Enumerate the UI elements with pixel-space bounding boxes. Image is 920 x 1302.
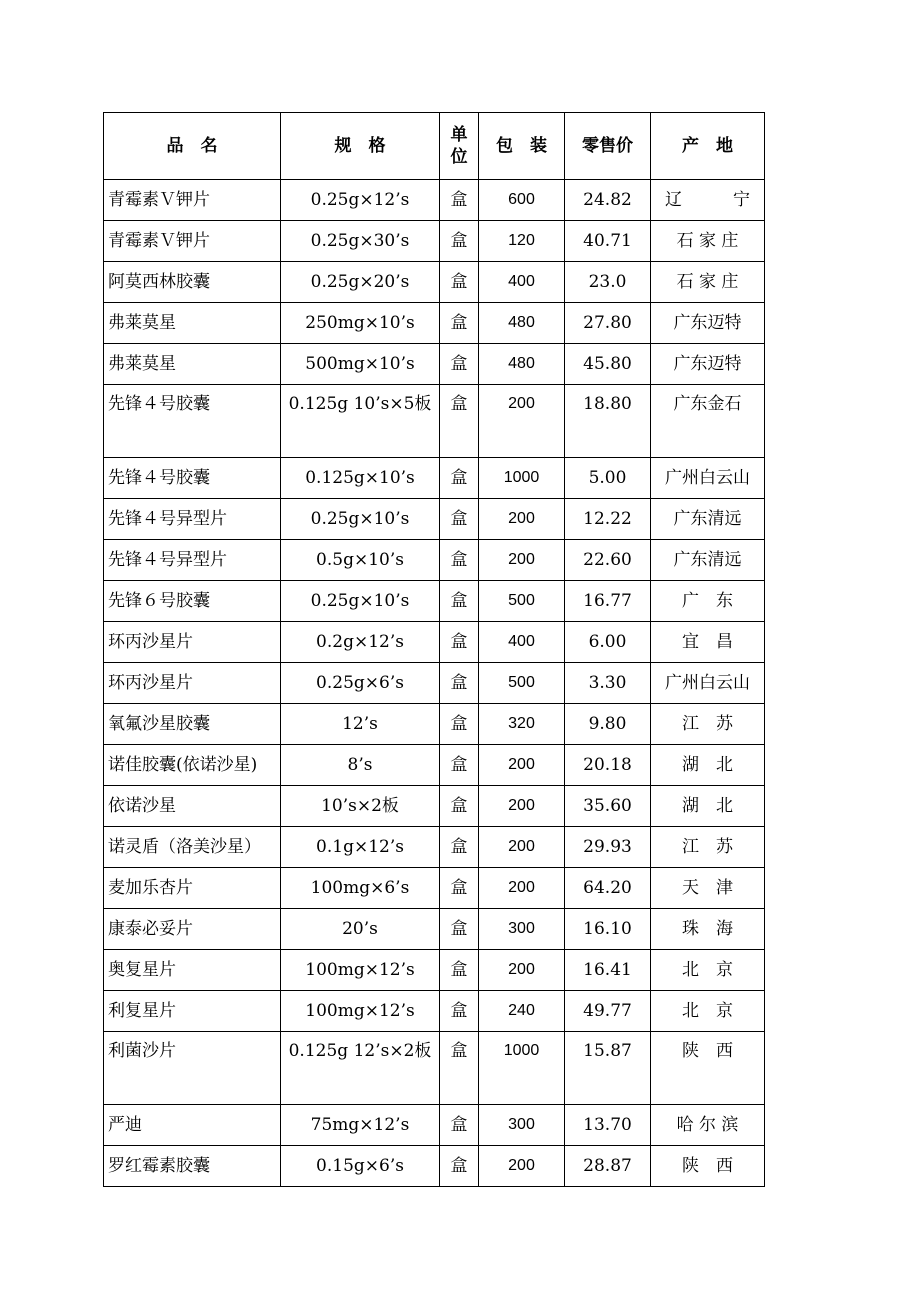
cell-unit: 盒 bbox=[440, 622, 479, 663]
cell-name: 依诺沙星 bbox=[104, 786, 281, 827]
cell-unit: 盒 bbox=[440, 868, 479, 909]
cell-unit: 盒 bbox=[440, 950, 479, 991]
cell-name: 先锋４号异型片 bbox=[104, 540, 281, 581]
cell-price: 23.0 bbox=[565, 262, 651, 303]
cell-origin: 石 家 庄 bbox=[651, 262, 765, 303]
cell-name: 环丙沙星片 bbox=[104, 622, 281, 663]
cell-pack: 200 bbox=[479, 499, 565, 540]
table-header-row bbox=[104, 113, 765, 180]
cell-pack: 320 bbox=[479, 704, 565, 745]
cell-spec: 100mg×12’s bbox=[281, 950, 440, 991]
cell-price: 24.82 bbox=[565, 180, 651, 221]
cell-price: 27.80 bbox=[565, 303, 651, 344]
table-row bbox=[104, 344, 765, 385]
cell-name: 阿莫西林胶囊 bbox=[104, 262, 281, 303]
table-row bbox=[104, 1105, 765, 1146]
table-row bbox=[104, 458, 765, 499]
cell-unit: 盒 bbox=[440, 344, 479, 385]
cell-price: 3.30 bbox=[565, 663, 651, 704]
cell-unit: 盒 bbox=[440, 745, 479, 786]
cell-price: 9.80 bbox=[565, 704, 651, 745]
table-row bbox=[104, 581, 765, 622]
cell-unit: 盒 bbox=[440, 909, 479, 950]
cell-origin: 广 东 bbox=[651, 581, 765, 622]
cell-price: 35.60 bbox=[565, 786, 651, 827]
cell-price: 49.77 bbox=[565, 991, 651, 1032]
cell-unit: 盒 bbox=[440, 1146, 479, 1187]
cell-price: 13.70 bbox=[565, 1105, 651, 1146]
table-row bbox=[104, 622, 765, 663]
header-unit-label: 单位 bbox=[450, 125, 468, 167]
cell-price: 45.80 bbox=[565, 344, 651, 385]
cell-name: 诺佳胶囊(依诺沙星) bbox=[104, 745, 281, 786]
cell-pack: 200 bbox=[479, 827, 565, 868]
table-row bbox=[104, 909, 765, 950]
cell-pack: 1000 bbox=[479, 458, 565, 499]
cell-unit: 盒 bbox=[440, 581, 479, 622]
cell-price: 29.93 bbox=[565, 827, 651, 868]
cell-unit: 盒 bbox=[440, 499, 479, 540]
cell-pack: 600 bbox=[479, 180, 565, 221]
cell-name: 氧氟沙星胶囊 bbox=[104, 704, 281, 745]
cell-origin: 珠 海 bbox=[651, 909, 765, 950]
drug-price-table bbox=[103, 112, 765, 1187]
cell-price: 12.22 bbox=[565, 499, 651, 540]
cell-spec: 0.1g×12’s bbox=[281, 827, 440, 868]
cell-name: 奥复星片 bbox=[104, 950, 281, 991]
cell-spec: 100mg×12’s bbox=[281, 991, 440, 1032]
cell-pack: 480 bbox=[479, 303, 565, 344]
cell-spec: 0.2g×12’s bbox=[281, 622, 440, 663]
table-row bbox=[104, 221, 765, 262]
table-row bbox=[104, 786, 765, 827]
header-origin: 产 地 bbox=[651, 113, 765, 180]
cell-origin: 辽 宁 bbox=[651, 180, 765, 221]
cell-price: 22.60 bbox=[565, 540, 651, 581]
table-row bbox=[104, 303, 765, 344]
header-pack: 包 装 bbox=[479, 113, 565, 180]
cell-pack: 200 bbox=[479, 745, 565, 786]
cell-spec: 8’s bbox=[281, 745, 440, 786]
cell-unit: 盒 bbox=[440, 180, 479, 221]
cell-name: 康泰必妥片 bbox=[104, 909, 281, 950]
cell-origin: 江 苏 bbox=[651, 704, 765, 745]
cell-pack: 200 bbox=[479, 786, 565, 827]
cell-pack: 240 bbox=[479, 991, 565, 1032]
cell-pack: 120 bbox=[479, 221, 565, 262]
cell-spec: 0.125g 10’s×5板 bbox=[281, 385, 440, 458]
cell-unit: 盒 bbox=[440, 1032, 479, 1105]
cell-unit: 盒 bbox=[440, 1105, 479, 1146]
cell-spec: 500mg×10’s bbox=[281, 344, 440, 385]
cell-spec: 0.25g×20’s bbox=[281, 262, 440, 303]
cell-pack: 1000 bbox=[479, 1032, 565, 1105]
cell-unit: 盒 bbox=[440, 221, 479, 262]
cell-spec: 12’s bbox=[281, 704, 440, 745]
cell-name: 弗莱莫星 bbox=[104, 303, 281, 344]
cell-pack: 200 bbox=[479, 540, 565, 581]
cell-spec: 75mg×12’s bbox=[281, 1105, 440, 1146]
table-row bbox=[104, 262, 765, 303]
cell-name: 利菌沙片 bbox=[104, 1032, 281, 1105]
cell-origin: 石 家 庄 bbox=[651, 221, 765, 262]
cell-pack: 200 bbox=[479, 868, 565, 909]
cell-name: 麦加乐杏片 bbox=[104, 868, 281, 909]
cell-unit: 盒 bbox=[440, 827, 479, 868]
cell-origin: 广东清远 bbox=[651, 499, 765, 540]
table-row bbox=[104, 704, 765, 745]
cell-name: 罗红霉素胶囊 bbox=[104, 1146, 281, 1187]
cell-unit: 盒 bbox=[440, 704, 479, 745]
cell-name: 利复星片 bbox=[104, 991, 281, 1032]
cell-origin: 湖 北 bbox=[651, 786, 765, 827]
cell-origin: 北 京 bbox=[651, 950, 765, 991]
cell-origin: 哈 尔 滨 bbox=[651, 1105, 765, 1146]
cell-price: 5.00 bbox=[565, 458, 651, 499]
cell-origin: 广东迈特 bbox=[651, 303, 765, 344]
cell-name: 先锋４号胶囊 bbox=[104, 385, 281, 458]
cell-pack: 500 bbox=[479, 581, 565, 622]
cell-unit: 盒 bbox=[440, 786, 479, 827]
cell-name: 先锋６号胶囊 bbox=[104, 581, 281, 622]
cell-pack: 200 bbox=[479, 385, 565, 458]
cell-origin: 广州白云山 bbox=[651, 663, 765, 704]
cell-pack: 300 bbox=[479, 909, 565, 950]
cell-name: 先锋４号异型片 bbox=[104, 499, 281, 540]
cell-origin: 广州白云山 bbox=[651, 458, 765, 499]
table-row bbox=[104, 180, 765, 221]
cell-origin: 广东金石 bbox=[651, 385, 765, 458]
cell-spec: 250mg×10’s bbox=[281, 303, 440, 344]
table-row bbox=[104, 540, 765, 581]
cell-spec: 0.125g 12’s×2板 bbox=[281, 1032, 440, 1105]
cell-unit: 盒 bbox=[440, 540, 479, 581]
cell-price: 15.87 bbox=[565, 1032, 651, 1105]
cell-spec: 0.25g×30’s bbox=[281, 221, 440, 262]
cell-unit: 盒 bbox=[440, 458, 479, 499]
cell-origin: 陕 西 bbox=[651, 1146, 765, 1187]
cell-spec: 0.25g×6’s bbox=[281, 663, 440, 704]
table-row bbox=[104, 1146, 765, 1187]
table-row bbox=[104, 827, 765, 868]
cell-origin: 北 京 bbox=[651, 991, 765, 1032]
cell-unit: 盒 bbox=[440, 663, 479, 704]
cell-origin: 陕 西 bbox=[651, 1032, 765, 1105]
table-row bbox=[104, 950, 765, 991]
cell-name: 严迪 bbox=[104, 1105, 281, 1146]
table-row bbox=[104, 745, 765, 786]
cell-spec: 0.125g×10’s bbox=[281, 458, 440, 499]
cell-pack: 500 bbox=[479, 663, 565, 704]
cell-unit: 盒 bbox=[440, 991, 479, 1032]
cell-spec: 0.25g×10’s bbox=[281, 499, 440, 540]
cell-origin: 湖 北 bbox=[651, 745, 765, 786]
cell-price: 64.20 bbox=[565, 868, 651, 909]
header-price: 零售价 bbox=[565, 113, 651, 180]
cell-name: 青霉素Ｖ钾片 bbox=[104, 221, 281, 262]
table-row bbox=[104, 868, 765, 909]
cell-name: 弗莱莫星 bbox=[104, 344, 281, 385]
cell-unit: 盒 bbox=[440, 385, 479, 458]
header-spec: 规 格 bbox=[281, 113, 440, 180]
cell-pack: 300 bbox=[479, 1105, 565, 1146]
cell-price: 40.71 bbox=[565, 221, 651, 262]
cell-pack: 200 bbox=[479, 1146, 565, 1187]
cell-name: 环丙沙星片 bbox=[104, 663, 281, 704]
cell-name: 青霉素Ｖ钾片 bbox=[104, 180, 281, 221]
cell-name: 诺灵盾（洛美沙星） bbox=[104, 827, 281, 868]
cell-origin: 宜 昌 bbox=[651, 622, 765, 663]
table-row bbox=[104, 663, 765, 704]
cell-unit: 盒 bbox=[440, 262, 479, 303]
table-row bbox=[104, 499, 765, 540]
cell-spec: 100mg×6’s bbox=[281, 868, 440, 909]
cell-unit: 盒 bbox=[440, 303, 479, 344]
cell-price: 20.18 bbox=[565, 745, 651, 786]
cell-pack: 200 bbox=[479, 950, 565, 991]
table-row bbox=[104, 385, 765, 458]
cell-spec: 0.25g×10’s bbox=[281, 581, 440, 622]
cell-spec: 0.25g×12’s bbox=[281, 180, 440, 221]
cell-price: 16.77 bbox=[565, 581, 651, 622]
cell-pack: 480 bbox=[479, 344, 565, 385]
cell-origin: 天 津 bbox=[651, 868, 765, 909]
cell-spec: 20’s bbox=[281, 909, 440, 950]
cell-spec: 0.5g×10’s bbox=[281, 540, 440, 581]
header-name: 品 名 bbox=[104, 113, 281, 180]
cell-origin: 江 苏 bbox=[651, 827, 765, 868]
table-row bbox=[104, 1032, 765, 1105]
cell-price: 28.87 bbox=[565, 1146, 651, 1187]
header-unit bbox=[440, 113, 479, 180]
cell-spec: 10’s×2板 bbox=[281, 786, 440, 827]
cell-pack: 400 bbox=[479, 622, 565, 663]
cell-price: 16.10 bbox=[565, 909, 651, 950]
cell-origin: 广东清远 bbox=[651, 540, 765, 581]
cell-name: 先锋４号胶囊 bbox=[104, 458, 281, 499]
table-row bbox=[104, 991, 765, 1032]
cell-price: 6.00 bbox=[565, 622, 651, 663]
cell-origin: 广东迈特 bbox=[651, 344, 765, 385]
cell-price: 18.80 bbox=[565, 385, 651, 458]
cell-spec: 0.15g×6’s bbox=[281, 1146, 440, 1187]
cell-pack: 400 bbox=[479, 262, 565, 303]
cell-price: 16.41 bbox=[565, 950, 651, 991]
